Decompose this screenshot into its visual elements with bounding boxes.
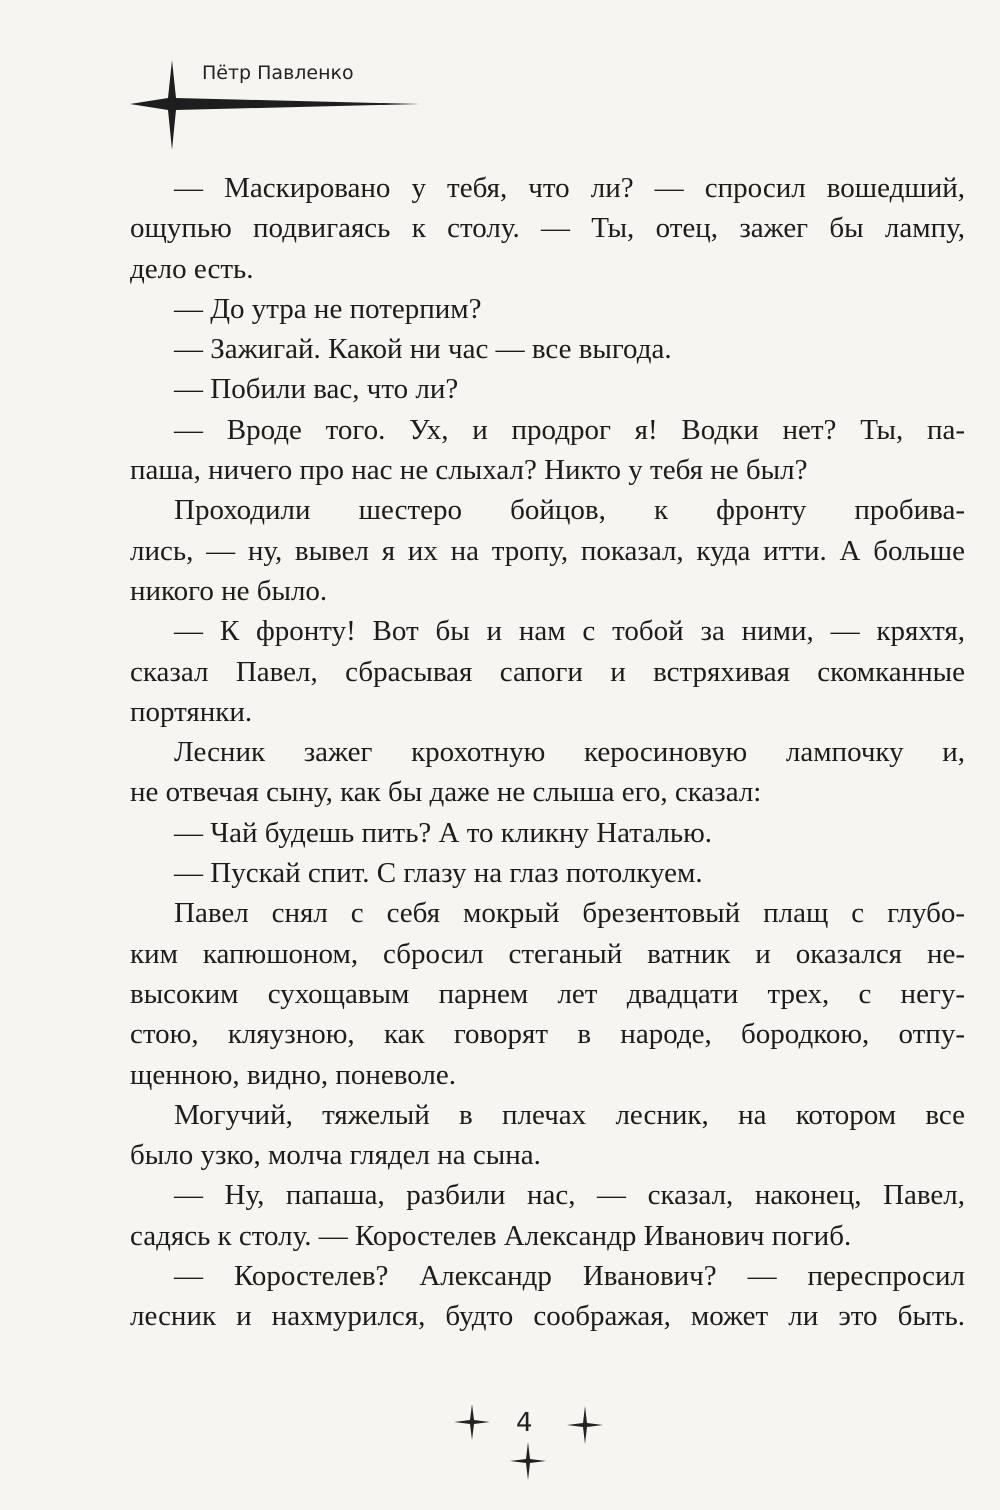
folio-star-ornaments-icon <box>0 1400 1000 1510</box>
text-line: Проходили шестеро бойцов, к фронту пробива- <box>174 494 965 527</box>
running-head-author: Пётр Павленко <box>202 62 354 84</box>
text-line: — Вроде того. Ух, и продрог я! Водки нет? Ты, па- <box>174 413 965 446</box>
text-line: — Зажигай. Какой ни час — все выгода. <box>174 333 672 366</box>
text-line: лись, — ну, вывел я их на тропу, показал, куда итти. А больше <box>130 534 965 567</box>
text-line: Лесник зажег крохотную керосиновую лампочку и, <box>174 736 965 769</box>
body-text <box>130 168 965 1337</box>
text-line: — Чай будешь пить? А то кликну Наталью. <box>174 816 713 849</box>
text-line: — Ну, папаша, разбили нас, — сказал, наконец, Павел, <box>174 1179 965 1212</box>
text-line: — Побили вас, что ли? <box>174 373 459 406</box>
text-line: сказал Павел, сбрасывая сапоги и встряхивая скомканные <box>130 655 965 688</box>
text-line: садясь к столу. — Коростелев Александр Иванович погиб. <box>130 1219 852 1252</box>
text-line: Павел снял с себя мокрый брезентовый плащ с глубо- <box>174 897 965 930</box>
text-line: Могучий, тяжелый в плечах лесник, на котором все <box>174 1098 965 1131</box>
text-line: щенною, видно, поневоле. <box>130 1058 457 1091</box>
text-line: стою, кляузною, как говорят в народе, бородкою, отпу- <box>130 1018 965 1051</box>
text-line: высоким сухощавым парнем лет двадцати трех, с негу- <box>130 977 965 1010</box>
text-line: — До утра не потерпим? <box>174 292 482 325</box>
text-line: — К фронту! Вот бы и нам с тобой за ними, — кряхтя, <box>174 615 965 648</box>
text-line: ким капюшоном, сбросил стеганый ватник и оказался не- <box>130 937 965 970</box>
text-line: портянки. <box>130 695 253 728</box>
text-line: паша, ничего про нас не слыхал? Никто у тебя не был? <box>130 454 808 487</box>
text-line: — Коростелев? Александр Иванович? — переспросил <box>174 1260 965 1293</box>
text-line: — Маскировано у тебя, что ли? — спросил вошедший, <box>174 172 965 204</box>
text-line: не отвечая сыну, как бы даже не слыша его, сказал: <box>130 776 762 809</box>
text-line: — Пускай спит. С глазу на глаз потолкуем. <box>174 857 703 890</box>
text-line: дело есть. <box>130 252 254 285</box>
text-line: лесник и нахмурился, будто соображая, может ли это быть. <box>130 1300 965 1333</box>
text-line: ощупью подвигаясь к столу. — Ты, отец, зажег бы лампу, <box>130 212 965 245</box>
text-line: никого не было. <box>130 574 328 607</box>
text-line: было узко, молча глядел на сына. <box>130 1139 541 1172</box>
page-number: 4 <box>516 1408 533 1438</box>
